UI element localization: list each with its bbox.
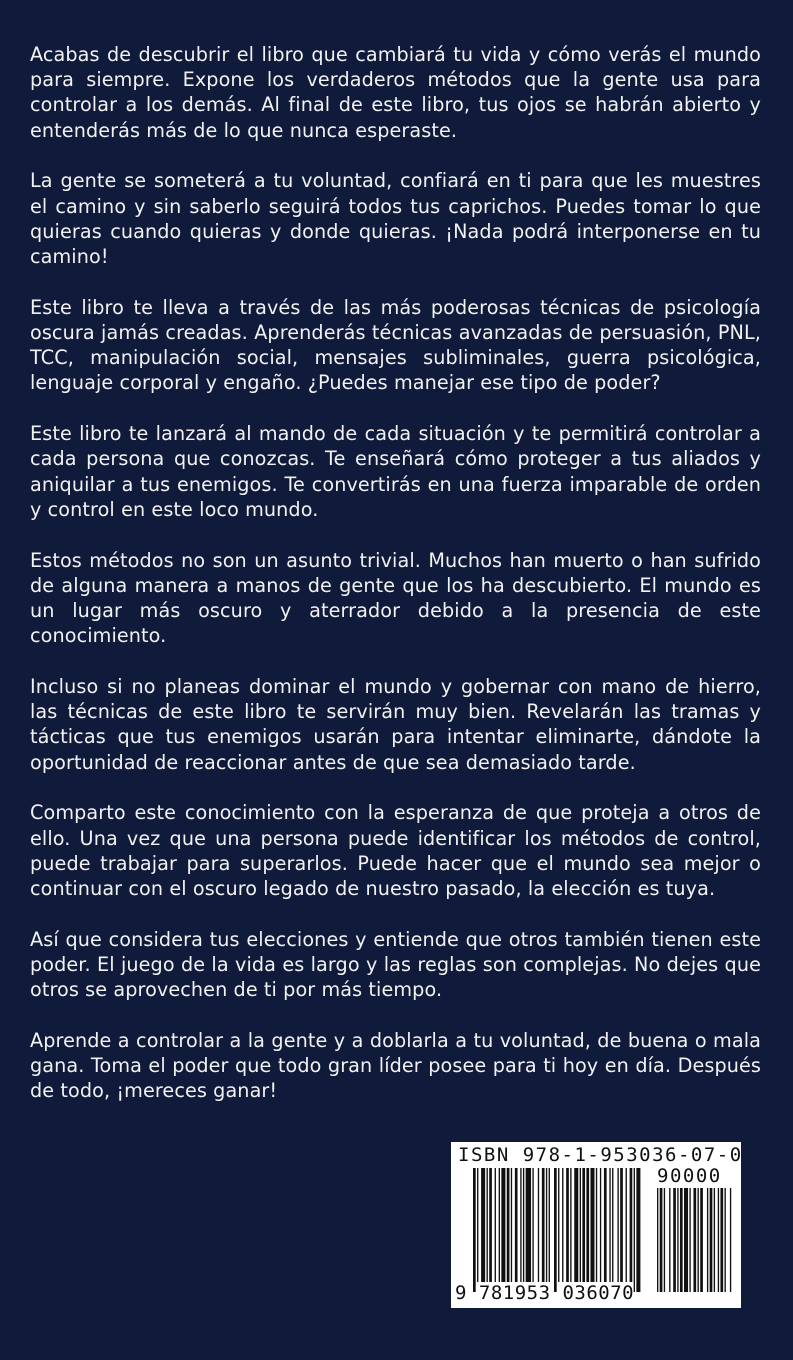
- barcode-addon-bar: [710, 1188, 713, 1292]
- barcode-bar: [520, 1168, 521, 1282]
- barcode-bar: [574, 1168, 578, 1282]
- barcode-addon-bar: [714, 1188, 715, 1292]
- barcode-bar: [499, 1168, 500, 1282]
- blurb-paragraph: Este libro te lanzará al mando de cada situación y te permitirá controlar a cada persona que conozcas. Te enseñará cómo proteger a tus aliados y aniquilar a tus enemigos. Te convertirás en una fuerza imparable de orden y control en este loco mundo.: [30, 422, 761, 521]
- barcode-bar: [501, 1168, 505, 1282]
- barcode-addon-bar: [689, 1188, 690, 1292]
- barcode-addon-bar: [725, 1188, 726, 1292]
- barcode-bar: [600, 1168, 601, 1282]
- barcode-bar: [477, 1168, 478, 1282]
- blurb-paragraph: Acabas de descubrir el libro que cambiará tu vida y cómo verás el mundo para siempre. Expone los verdaderos métodos que la gente usa para controlar a los demás. Al final de este libro, tus ojos se habrán abierto y entenderás más de lo que nunca esperaste.: [30, 43, 761, 142]
- barcode-addon-bar: [730, 1188, 731, 1292]
- barcode-addon-bar: [707, 1188, 708, 1292]
- barcode-addon-bar: [684, 1188, 688, 1292]
- barcode-bar: [542, 1168, 545, 1282]
- barcode-bar: [626, 1168, 627, 1282]
- barcode-bar: [604, 1168, 607, 1282]
- barcode-bar: [511, 1168, 512, 1282]
- blurb-paragraph: Estos métodos no son un asunto trivial. Muchos han muerto o han sufrido de alguna manera a manos de gente que los ha descubierto. El mundo es un lugar más oscuro y aterrador debido a la presencia de este conocimiento.: [30, 548, 761, 648]
- barcode-bar: [481, 1168, 485, 1282]
- blurb-paragraph: Aprende a controlar a la gente y a doblarla a tu voluntad, de buena o mala gana. Toma el poder que todo gran líder posee para ti hoy en día. Después de todo, ¡mereces ganar!: [30, 1029, 761, 1103]
- price-code: 90000: [657, 1165, 722, 1187]
- blurb-paragraph: Este libro te lleva a través de las más poderosas técnicas de psicología oscura jamás creadas. Aprenderás técnicas avanzadas de persuasión, PNL, TCC, manipulación social, mensajes subliminales, guerra psicológica, lenguaje corporal y engaño. ¿Puedes manejar ese tipo de poder?: [30, 295, 761, 395]
- barcode-bar: [554, 1168, 557, 1292]
- blurb-paragraph: Comparto este conocimiento con la esperanza de que proteja a otros de ello. Una vez que una persona puede identificar los métodos de control, puede trabajar para superarlos. Puede hacer que el mundo sea mejor o continuar con el oscuro legado de nuestro pasado, la elección es tuya.: [30, 801, 761, 901]
- barcode-bar: [580, 1168, 581, 1282]
- barcode-addon-bar: [660, 1188, 663, 1292]
- barcode-bar: [532, 1168, 533, 1282]
- barcode-bar: [489, 1168, 492, 1282]
- barcode-addon-bar: [673, 1188, 676, 1292]
- barcode-addon-bar: [669, 1188, 670, 1292]
- barcode-bar: [566, 1168, 569, 1282]
- barcode-bar: [617, 1168, 618, 1282]
- barcode-addon-bar: [698, 1188, 699, 1292]
- barcode-addon-bar: [693, 1188, 696, 1292]
- barcode-bar: [612, 1168, 613, 1282]
- barcode-bar: [507, 1168, 510, 1282]
- barcode-bar: [590, 1168, 594, 1282]
- barcode-bar: [562, 1168, 563, 1282]
- barcode-bar: [487, 1168, 488, 1282]
- barcode-bar: [586, 1168, 589, 1282]
- barcode-digits: 9 781953 036070: [455, 1282, 635, 1304]
- barcode-bar: [523, 1168, 524, 1282]
- barcode-bar: [620, 1168, 623, 1282]
- barcode-bar: [538, 1168, 539, 1282]
- barcode-addon-bar: [700, 1188, 703, 1292]
- barcode-bar: [609, 1168, 610, 1282]
- barcode-bar: [546, 1168, 547, 1282]
- barcode-bar: [634, 1168, 635, 1292]
- barcode-addon-bar: [664, 1188, 665, 1292]
- barcode-bar: [636, 1168, 640, 1292]
- barcode-bar: [515, 1168, 518, 1282]
- isbn-barcode: [451, 1142, 741, 1308]
- barcode-bar: [549, 1168, 550, 1282]
- blurb-paragraph: Así que considera tus elecciones y entiende que otros también tienen este poder. El juego de la vida es largo y las reglas son complejas. No dejes que otros se aprovechen de ti por más tiempo.: [30, 927, 761, 1002]
- barcode-bar: [526, 1168, 531, 1282]
- barcode-addon-bar: [657, 1188, 658, 1292]
- barcode-addon-bar: [680, 1188, 683, 1292]
- barcode-bar: [570, 1168, 571, 1282]
- barcode-bar: [582, 1168, 585, 1282]
- barcode-addon-bar: [677, 1188, 678, 1292]
- barcode-bar: [596, 1168, 597, 1282]
- blurb-text: [30, 42, 761, 1129]
- barcode-bar: [630, 1168, 633, 1282]
- blurb-paragraph: Incluso si no planeas dominar el mundo y gobernar con mano de hierro, las técnicas de este libro te servirán muy bien. Revelarán las tramas y tácticas que tus enemigos usarán para intentar eliminarte, dándote la oportunidad de reaccionar antes de que sea demasiado tarde.: [30, 675, 761, 774]
- isbn-label: ISBN 978-1-953036-07-0: [458, 1144, 743, 1166]
- barcode-bar: [558, 1168, 559, 1282]
- barcode-addon-bar: [718, 1188, 719, 1292]
- blurb-paragraph: La gente se someterá a tu voluntad, confiará en ti para que les muestres el camino y sin saberlo seguirá todos tus caprichos. Puedes tomar lo que quieras cuando quieras y donde quieras. ¡Nada podrá interponerse en tu camino!: [30, 169, 761, 269]
- barcode-bar: [473, 1168, 476, 1292]
- barcode-addon-bar: [720, 1188, 723, 1292]
- barcode-bar: [495, 1168, 496, 1282]
